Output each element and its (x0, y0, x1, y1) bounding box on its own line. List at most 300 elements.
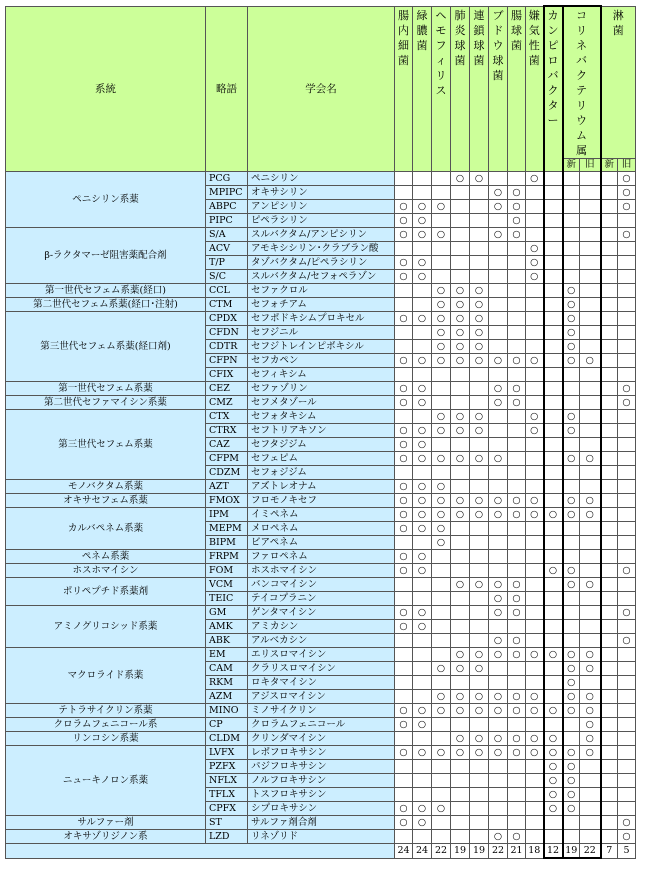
susceptibility-cell: ○ (563, 760, 580, 774)
susceptibility-cell (618, 424, 636, 438)
susceptibility-cell (580, 172, 601, 186)
susceptibility-cell: ○ (618, 606, 636, 620)
susceptibility-cell (508, 788, 526, 802)
susceptibility-cell: ○ (526, 354, 544, 368)
abbr-cell: PZFX (206, 760, 248, 774)
susceptibility-cell (544, 368, 563, 382)
susceptibility-cell: ○ (508, 830, 526, 844)
abbr-cell: FRPM (206, 550, 248, 564)
susceptibility-cell (395, 648, 413, 662)
abbr-cell: CEZ (206, 382, 248, 396)
susceptibility-cell (580, 256, 601, 270)
abbr-cell: CDTR (206, 340, 248, 354)
susceptibility-cell (526, 298, 544, 312)
total-cell: 21 (508, 844, 526, 859)
abbr-cell: CPDX (206, 312, 248, 326)
header-bacterium: 腸球菌 (508, 6, 526, 172)
system-cell: オキサゾリジノン系 (6, 830, 206, 844)
susceptibility-cell (580, 634, 601, 648)
susceptibility-cell: ○ (526, 746, 544, 760)
system-cell: モノバクタム系薬 (6, 480, 206, 494)
susceptibility-cell (580, 214, 601, 228)
susceptibility-cell (563, 536, 580, 550)
table-row (6, 228, 636, 242)
susceptibility-cell (413, 760, 432, 774)
susceptibility-cell (489, 816, 508, 830)
susceptibility-cell: ○ (489, 382, 508, 396)
susceptibility-cell: ○ (508, 382, 526, 396)
susceptibility-cell (601, 396, 618, 410)
susceptibility-cell (563, 620, 580, 634)
susceptibility-cell (508, 802, 526, 816)
susceptibility-cell (580, 284, 601, 298)
susceptibility-cell (413, 368, 432, 382)
susceptibility-cell: ○ (451, 452, 470, 466)
header-bacterium: コリネバクテリウム属 (563, 6, 601, 159)
table-row (6, 172, 636, 186)
susceptibility-cell: ○ (470, 494, 489, 508)
susceptibility-cell (563, 522, 580, 536)
susceptibility-cell (526, 802, 544, 816)
susceptibility-cell (580, 340, 601, 354)
susceptibility-cell (508, 676, 526, 690)
susceptibility-cell: ○ (618, 564, 636, 578)
susceptibility-cell: ○ (508, 648, 526, 662)
table-row (6, 746, 636, 760)
susceptibility-cell (451, 214, 470, 228)
susceptibility-cell (470, 550, 489, 564)
susceptibility-cell (526, 368, 544, 382)
susceptibility-cell: ○ (580, 578, 601, 592)
drug-name-cell: セフィキシム (248, 368, 395, 382)
header-name: 学会名 (248, 6, 395, 172)
susceptibility-cell (601, 172, 618, 186)
susceptibility-cell (451, 522, 470, 536)
susceptibility-cell (526, 536, 544, 550)
susceptibility-cell (580, 228, 601, 242)
susceptibility-cell (580, 466, 601, 480)
susceptibility-cell: ○ (451, 410, 470, 424)
susceptibility-cell: ○ (470, 648, 489, 662)
susceptibility-cell (451, 774, 470, 788)
susceptibility-cell (618, 438, 636, 452)
susceptibility-cell (580, 424, 601, 438)
susceptibility-cell: ○ (432, 284, 451, 298)
susceptibility-cell (413, 732, 432, 746)
susceptibility-cell (618, 480, 636, 494)
susceptibility-cell (413, 298, 432, 312)
drug-name-cell: メロペネム (248, 522, 395, 536)
susceptibility-cell (618, 368, 636, 382)
susceptibility-cell (526, 396, 544, 410)
susceptibility-cell: ○ (563, 494, 580, 508)
susceptibility-cell (508, 466, 526, 480)
susceptibility-cell (618, 242, 636, 256)
drug-name-cell: セフジトレインピボキシル (248, 340, 395, 354)
abbr-cell: EM (206, 648, 248, 662)
drug-name-cell: セファクロル (248, 284, 395, 298)
susceptibility-cell (432, 830, 451, 844)
susceptibility-cell (580, 816, 601, 830)
drug-name-cell: エリスロマイシン (248, 648, 395, 662)
susceptibility-cell (395, 242, 413, 256)
susceptibility-cell (451, 200, 470, 214)
susceptibility-cell: ○ (580, 732, 601, 746)
susceptibility-cell (508, 256, 526, 270)
drug-name-cell: トスフロキサシン (248, 788, 395, 802)
system-cell: ニューキノロン系薬 (6, 746, 206, 816)
susceptibility-cell (580, 410, 601, 424)
susceptibility-cell (563, 214, 580, 228)
susceptibility-cell (544, 550, 563, 564)
susceptibility-cell (601, 578, 618, 592)
susceptibility-cell (489, 326, 508, 340)
susceptibility-cell (508, 326, 526, 340)
susceptibility-cell (618, 298, 636, 312)
susceptibility-cell (618, 746, 636, 760)
susceptibility-cell (451, 438, 470, 452)
susceptibility-cell (432, 564, 451, 578)
susceptibility-cell: ○ (526, 270, 544, 284)
susceptibility-cell (489, 424, 508, 438)
susceptibility-cell (489, 620, 508, 634)
drug-name-cell: ホスホマイシン (248, 564, 395, 578)
abbr-cell: CFDN (206, 326, 248, 340)
susceptibility-cell: ○ (508, 634, 526, 648)
susceptibility-cell (580, 830, 601, 844)
susceptibility-cell (580, 186, 601, 200)
susceptibility-cell: ○ (413, 256, 432, 270)
susceptibility-cell (413, 690, 432, 704)
susceptibility-cell (526, 564, 544, 578)
susceptibility-cell (432, 620, 451, 634)
susceptibility-cell (544, 718, 563, 732)
susceptibility-cell: ○ (563, 410, 580, 424)
susceptibility-cell (489, 536, 508, 550)
drug-name-cell: レボフロキサシン (248, 746, 395, 760)
susceptibility-cell: ○ (580, 690, 601, 704)
table-row (6, 648, 636, 662)
drug-name-cell: アミカシン (248, 620, 395, 634)
susceptibility-cell (563, 606, 580, 620)
susceptibility-cell (580, 200, 601, 214)
susceptibility-cell (470, 382, 489, 396)
table-row (6, 382, 636, 396)
susceptibility-cell: ○ (395, 508, 413, 522)
susceptibility-cell: ○ (508, 578, 526, 592)
susceptibility-cell: ○ (432, 424, 451, 438)
susceptibility-cell: ○ (563, 704, 580, 718)
abbr-cell: CFPN (206, 354, 248, 368)
susceptibility-cell (601, 354, 618, 368)
susceptibility-cell (526, 228, 544, 242)
susceptibility-cell: ○ (395, 564, 413, 578)
susceptibility-cell: ○ (432, 522, 451, 536)
susceptibility-cell: ○ (432, 312, 451, 326)
susceptibility-cell (580, 620, 601, 634)
susceptibility-cell: ○ (489, 354, 508, 368)
susceptibility-cell (508, 564, 526, 578)
total-cell: 18 (526, 844, 544, 859)
header-row (6, 6, 636, 159)
susceptibility-cell: ○ (618, 228, 636, 242)
system-cell: ペニシリン系薬 (6, 172, 206, 228)
susceptibility-cell (489, 340, 508, 354)
susceptibility-cell (601, 536, 618, 550)
susceptibility-cell: ○ (489, 634, 508, 648)
susceptibility-cell (395, 298, 413, 312)
susceptibility-cell (470, 466, 489, 480)
susceptibility-cell (580, 564, 601, 578)
header-old: 旧 (580, 159, 601, 172)
susceptibility-cell (432, 634, 451, 648)
susceptibility-cell: ○ (508, 186, 526, 200)
susceptibility-cell (451, 788, 470, 802)
susceptibility-cell (563, 256, 580, 270)
susceptibility-cell (544, 830, 563, 844)
abbr-cell: MEPM (206, 522, 248, 536)
susceptibility-cell: ○ (451, 732, 470, 746)
susceptibility-cell (432, 466, 451, 480)
susceptibility-cell (489, 270, 508, 284)
susceptibility-cell (526, 606, 544, 620)
susceptibility-cell (470, 592, 489, 606)
susceptibility-cell: ○ (470, 578, 489, 592)
susceptibility-cell: ○ (489, 508, 508, 522)
susceptibility-cell (432, 606, 451, 620)
table-row (6, 284, 636, 298)
susceptibility-cell: ○ (563, 648, 580, 662)
susceptibility-cell (601, 410, 618, 424)
susceptibility-cell (395, 662, 413, 676)
table-row (6, 410, 636, 424)
table-row (6, 396, 636, 410)
susceptibility-cell (618, 536, 636, 550)
susceptibility-cell: ○ (413, 620, 432, 634)
susceptibility-cell (508, 662, 526, 676)
susceptibility-cell: ○ (413, 802, 432, 816)
table-row (6, 298, 636, 312)
susceptibility-cell (526, 522, 544, 536)
susceptibility-cell (413, 172, 432, 186)
drug-name-cell: アンピシリン (248, 200, 395, 214)
susceptibility-cell (508, 718, 526, 732)
abbr-cell: S/A (206, 228, 248, 242)
table-row (6, 508, 636, 522)
susceptibility-cell (451, 382, 470, 396)
susceptibility-cell (526, 452, 544, 466)
susceptibility-cell (563, 242, 580, 256)
susceptibility-cell: ○ (432, 354, 451, 368)
abbr-cell: VCM (206, 578, 248, 592)
susceptibility-cell (489, 298, 508, 312)
susceptibility-cell (563, 732, 580, 746)
susceptibility-cell (563, 186, 580, 200)
susceptibility-cell (451, 536, 470, 550)
drug-name-cell: セフタジジム (248, 438, 395, 452)
susceptibility-cell (413, 662, 432, 676)
susceptibility-cell (395, 536, 413, 550)
susceptibility-cell (508, 452, 526, 466)
susceptibility-cell (451, 620, 470, 634)
susceptibility-cell (580, 592, 601, 606)
abbr-cell: T/P (206, 256, 248, 270)
susceptibility-cell (544, 466, 563, 480)
susceptibility-cell (432, 648, 451, 662)
susceptibility-cell (601, 200, 618, 214)
susceptibility-cell (413, 788, 432, 802)
susceptibility-cell (526, 312, 544, 326)
susceptibility-cell (451, 368, 470, 382)
susceptibility-cell (601, 802, 618, 816)
system-cell: サルファー剤 (6, 816, 206, 830)
susceptibility-cell (563, 368, 580, 382)
susceptibility-cell (544, 298, 563, 312)
susceptibility-cell (601, 830, 618, 844)
susceptibility-cell: ○ (526, 424, 544, 438)
susceptibility-cell: ○ (544, 508, 563, 522)
susceptibility-cell: ○ (395, 522, 413, 536)
susceptibility-cell (470, 620, 489, 634)
drug-name-cell: ファロペネム (248, 550, 395, 564)
abbr-cell: MPIPC (206, 186, 248, 200)
susceptibility-cell (432, 676, 451, 690)
susceptibility-cell (580, 480, 601, 494)
susceptibility-cell: ○ (563, 452, 580, 466)
susceptibility-cell: ○ (489, 186, 508, 200)
susceptibility-cell: ○ (489, 606, 508, 620)
susceptibility-cell (618, 550, 636, 564)
susceptibility-cell: ○ (432, 200, 451, 214)
header-abbr: 略語 (206, 6, 248, 172)
susceptibility-cell: ○ (395, 718, 413, 732)
susceptibility-cell: ○ (618, 186, 636, 200)
susceptibility-cell: ○ (563, 312, 580, 326)
susceptibility-cell (618, 256, 636, 270)
susceptibility-cell: ○ (544, 746, 563, 760)
susceptibility-cell: ○ (451, 578, 470, 592)
susceptibility-cell (544, 172, 563, 186)
drug-name-cell: オキサシリン (248, 186, 395, 200)
total-cell: 12 (544, 844, 563, 859)
susceptibility-cell: ○ (470, 172, 489, 186)
total-cell: 19 (563, 844, 580, 859)
susceptibility-cell: ○ (508, 732, 526, 746)
header-bacterium: 緑膿菌 (413, 6, 432, 172)
system-cell: マクロライド系薬 (6, 648, 206, 704)
susceptibility-cell: ○ (451, 508, 470, 522)
total-cell: 19 (451, 844, 470, 859)
abbr-cell: FMOX (206, 494, 248, 508)
susceptibility-cell (601, 564, 618, 578)
susceptibility-cell (526, 214, 544, 228)
abbr-cell: CDZM (206, 466, 248, 480)
drug-name-cell: テイコプラニン (248, 592, 395, 606)
susceptibility-cell (470, 802, 489, 816)
susceptibility-cell (470, 774, 489, 788)
susceptibility-cell (451, 396, 470, 410)
susceptibility-cell (489, 284, 508, 298)
susceptibility-cell: ○ (395, 214, 413, 228)
drug-name-cell: セフォチアム (248, 298, 395, 312)
susceptibility-cell (618, 578, 636, 592)
susceptibility-cell (489, 172, 508, 186)
susceptibility-cell (601, 452, 618, 466)
susceptibility-cell (601, 368, 618, 382)
table-row (6, 312, 636, 326)
susceptibility-cell: ○ (413, 396, 432, 410)
susceptibility-cell: ○ (618, 816, 636, 830)
susceptibility-cell (618, 410, 636, 424)
table-row (6, 564, 636, 578)
header-system: 系統 (6, 6, 206, 172)
susceptibility-cell: ○ (563, 578, 580, 592)
drug-name-cell: セフトリアキソン (248, 424, 395, 438)
susceptibility-cell (470, 256, 489, 270)
susceptibility-cell (526, 186, 544, 200)
susceptibility-cell (508, 760, 526, 774)
susceptibility-cell (489, 214, 508, 228)
susceptibility-cell: ○ (563, 690, 580, 704)
susceptibility-cell: ○ (395, 746, 413, 760)
susceptibility-cell: ○ (580, 662, 601, 676)
drug-name-cell: クロラムフェニコール (248, 718, 395, 732)
susceptibility-cell: ○ (563, 788, 580, 802)
susceptibility-cell (618, 648, 636, 662)
susceptibility-cell (470, 830, 489, 844)
susceptibility-cell (432, 438, 451, 452)
susceptibility-cell (508, 284, 526, 298)
susceptibility-cell: ○ (451, 312, 470, 326)
susceptibility-cell (526, 718, 544, 732)
susceptibility-cell (544, 452, 563, 466)
susceptibility-cell (563, 480, 580, 494)
susceptibility-cell (413, 774, 432, 788)
susceptibility-cell (544, 424, 563, 438)
susceptibility-cell (508, 438, 526, 452)
susceptibility-cell (508, 816, 526, 830)
susceptibility-cell (489, 522, 508, 536)
system-cell: テトラサイクリン系薬 (6, 704, 206, 718)
susceptibility-cell (470, 200, 489, 214)
susceptibility-cell: ○ (618, 634, 636, 648)
susceptibility-cell: ○ (470, 690, 489, 704)
susceptibility-cell (601, 620, 618, 634)
drug-name-cell: ゲンタマイシン (248, 606, 395, 620)
header-new: 新 (601, 159, 618, 172)
susceptibility-cell: ○ (618, 382, 636, 396)
susceptibility-cell: ○ (544, 802, 563, 816)
drug-name-cell: ロキタマイシン (248, 676, 395, 690)
abbr-cell: ABPC (206, 200, 248, 214)
total-cell: 22 (489, 844, 508, 859)
susceptibility-cell: ○ (413, 424, 432, 438)
susceptibility-cell: ○ (451, 648, 470, 662)
table-row (6, 732, 636, 746)
drug-name-cell: アルベカシン (248, 634, 395, 648)
susceptibility-cell: ○ (489, 746, 508, 760)
table-row (6, 704, 636, 718)
susceptibility-cell (544, 200, 563, 214)
abbr-cell: BIPM (206, 536, 248, 550)
drug-name-cell: イミペネム (248, 508, 395, 522)
susceptibility-cell (432, 396, 451, 410)
drug-name-cell: セフォタキシム (248, 410, 395, 424)
susceptibility-cell (526, 816, 544, 830)
susceptibility-cell: ○ (395, 228, 413, 242)
abbr-cell: GM (206, 606, 248, 620)
susceptibility-cell: ○ (580, 746, 601, 760)
